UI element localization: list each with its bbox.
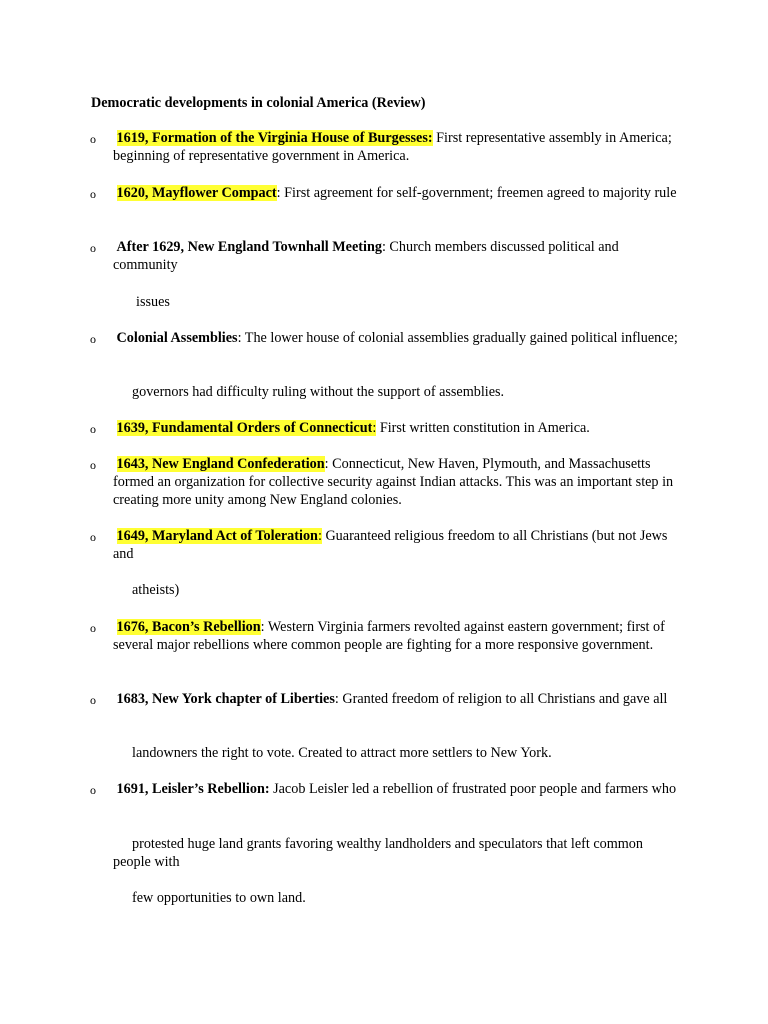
item-text: : The lower house of colonial assemblies gradually gained political influence; [237, 330, 678, 346]
item-heading: 1619, Formation of the Virginia House of Burgesses [116, 130, 428, 146]
bullet-marker: o [90, 621, 96, 635]
bullet-marker: o [90, 187, 96, 201]
list-item [113, 780, 681, 798]
item-text: : First agreement for self-government; freemen agreed to majority rule [276, 185, 677, 201]
document-title: Democratic developments in colonial America (Review) [91, 95, 426, 111]
bullet-marker: o [90, 693, 96, 707]
item-heading: 1676, Bacon’s Rebellion [116, 619, 261, 635]
bullet-marker: o [90, 458, 96, 472]
item-continuation: governors had difficulty ruling without the support of assemblies. [132, 384, 505, 400]
item-continuation: protested huge land grants favoring wealthy landholders and speculators that left common people with [113, 836, 643, 870]
list-item [113, 129, 681, 165]
list-item [113, 238, 681, 274]
item-text: : Church members discussed political and community [113, 239, 619, 273]
item-heading-suffix: : [372, 420, 377, 436]
bullet-marker: o [90, 132, 96, 146]
item-heading: 1683, New York chapter of Liberties [116, 691, 335, 707]
item-heading: 1649, Maryland Act of Toleration [116, 528, 318, 544]
item-text: : Connecticut, New Haven, Plymouth, and Massachusetts formed an organization for collective security against Indian attacks. This was an important step in creating more unity among New England colonies. [113, 456, 674, 508]
bullet-marker: o [90, 332, 96, 346]
list-item [113, 455, 681, 509]
bullet-marker: o [90, 783, 96, 797]
list-item [113, 618, 681, 654]
item-heading: 1639, Fundamental Orders of Connecticut [116, 420, 373, 436]
bullet-marker: o [90, 530, 96, 544]
item-heading-suffix: : [427, 130, 433, 146]
item-continuation: landowners the right to vote. Created to attract more settlers to New York. [132, 745, 552, 761]
item-text: : Western Virginia farmers revolted against eastern government; first of several major rebellions where common people are fighting for a more responsive government. [113, 619, 665, 653]
list-item [113, 419, 681, 437]
item-heading-suffix: : [317, 528, 322, 544]
list-item [113, 329, 681, 347]
item-continuation: atheists) [132, 582, 180, 598]
item-heading: After 1629, New England Townhall Meeting [116, 239, 382, 255]
list-item [113, 690, 681, 708]
item-text: Guaranteed religious freedom to all Christians (but not Jews and [113, 528, 668, 562]
item-text: First representative assembly in America; beginning of representative government in America. [113, 130, 672, 164]
item-heading: 1691, Leisler’s Rebellion: [116, 781, 270, 797]
item-text: First written constitution in America. [376, 420, 590, 436]
item-heading: 1620, Mayflower Compact [116, 185, 277, 201]
item-continuation: few opportunities to own land. [132, 890, 306, 906]
item-text: : Granted freedom of religion to all Christians and gave all [334, 691, 668, 707]
bullet-marker: o [90, 241, 96, 255]
item-continuation: issues [136, 294, 170, 310]
item-heading: 1643, New England Confederation [116, 456, 325, 472]
bullet-marker: o [90, 422, 96, 436]
list-item [113, 527, 681, 563]
item-heading: Colonial Assemblies [116, 330, 238, 346]
list-item [113, 184, 681, 202]
item-text: Jacob Leisler led a rebellion of frustrated poor people and farmers who [269, 781, 677, 797]
